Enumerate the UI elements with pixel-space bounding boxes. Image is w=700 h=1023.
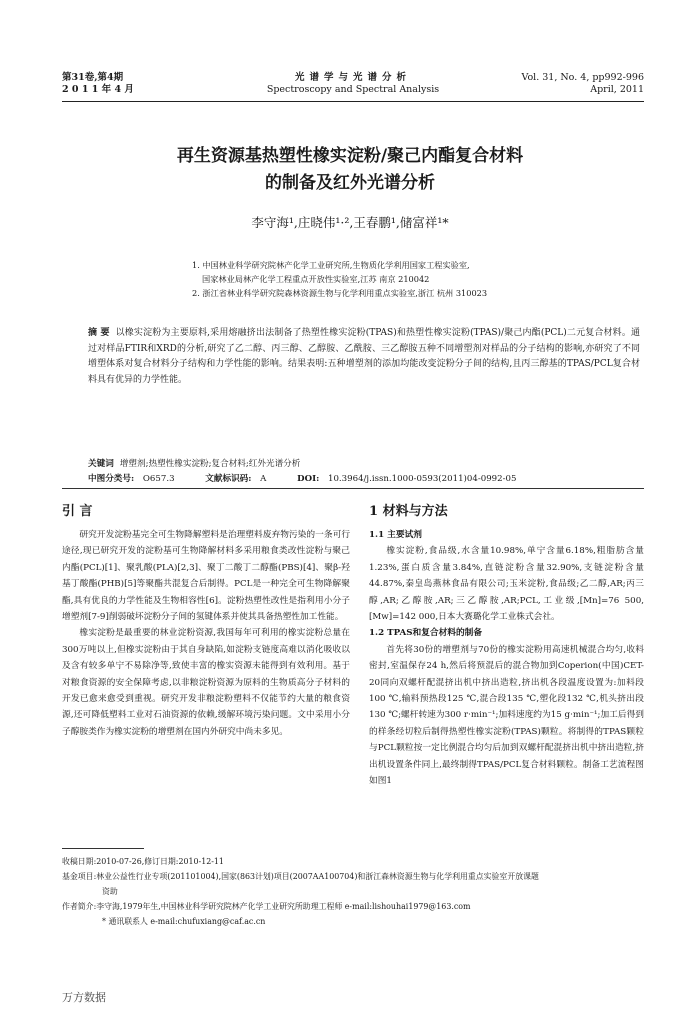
affiliations [192, 258, 640, 300]
affiliation-2: 2. 浙江省林业科学研究院森林资源生物与化学利用重点实验室,浙江 杭州 310023 [192, 288, 488, 298]
affiliation-1-cont: 国家林业局林产化学工程重点开放性实验室,江苏 南京 210042 [202, 274, 430, 284]
doi-value: 10.3964/j.issn.1000-0593(2011)04-0992-05 [328, 474, 517, 484]
journal-citation [521, 72, 644, 96]
affiliation-1: 1. 中国林业科学研究院林产化学工业研究所,生物质化学利用国家工程实验室, [192, 260, 470, 270]
footnote-separator [62, 848, 144, 849]
running-header [62, 72, 644, 102]
received-date: 收稿日期:2010-07-26,修订日期:2010-12-11 [62, 857, 224, 866]
keywords-line [88, 457, 640, 472]
keywords-block [88, 457, 640, 487]
abstract-divider [62, 488, 644, 489]
author-bio: 作者简介:李守海,1979年生,中国林业科学研究院林产化学工业研究所助理工程师 e-mail:lishouhai1979@163.com [62, 902, 471, 911]
keywords-label: 关键词 [88, 459, 114, 469]
publication-date: 2 0 1 1 年 4 月 [62, 84, 134, 95]
doc-code-label: 文献标识码: [205, 474, 252, 484]
corresponding-author: * 通讯联系人 e-mail:chufuxiang@caf.ac.cn [102, 917, 266, 926]
volume-issue: 第31卷,第4期 [62, 72, 124, 83]
methods-paragraph-2: 首先将30份的增塑剂与70份的橡实淀粉用高速机械混合均匀,收料密封,室温保存24 h,然后将预混后的混合物加到Coperion(中国)CET-20同向双螺杆配混挤出机中挤出造粒,挤出机各段温度设置为:加料段100 ℃,输料预热段125 ℃,混合段135 ℃,塑化段132 ℃,机头挤出段130 ℃;螺杆转速为300 r·min⁻¹;加料速度约为15 g·min⁻¹;加工后得到的样条经切粒后制得热塑性橡实淀粉(TPAS)颗粒。将制得的TPAS颗粒与PCL颗粒按一定比例混合均匀后加到双螺杆配混挤出机中挤出造粒,挤出机设置条件同上,最终制得TPAS/PCL复合材料颗粒。制备工艺流程图如图1 [369, 644, 644, 787]
clc-value: O657.3 [142, 474, 175, 484]
intro-paragraph-2: 橡实淀粉是最重要的林业淀粉资源,我国每年可利用的橡实淀粉总量在300万吨以上,但橡实淀粉由于其自身缺陷,如淀粉支链度高难以消化吸收以及含有较多单宁不易除净等,致使丰富的橡实资源未能得到有效利用。基于对粮食资源的安全保障考虑,以非粮淀粉资源为原料的生物质高分子材料的开发已愈来愈受到重视。研究开发非粮淀粉塑料不仅能节约大量的粮食资源,还可降低塑料工业对石油资源的依赖,缓解环境污染问题。文中采用小分子醇胺类作为橡实淀粉的增塑剂在国内外研究中尚未多见。 [62, 628, 350, 737]
keywords-text: 增塑剂;热塑性橡实淀粉;复合材料;红外光谱分析 [119, 459, 301, 469]
subsection-1-2-heading: 1.2 TPAS和复合材料的制备 [369, 628, 483, 639]
doi-label: DOI: [297, 474, 320, 484]
footnotes [62, 848, 644, 929]
doc-code-value: A [260, 474, 267, 484]
paper-title-line-2: 的制备及红外光谱分析 [265, 173, 435, 193]
intro-heading: 引 言 [62, 504, 93, 519]
abstract-text: 以橡实淀粉为主要原料,采用熔融挤出法制备了热塑性橡实淀粉(TPAS)和热塑性橡实淀粉(TPAS)/聚己内酯(PCL)二元复合材料。通过对样品FTIR和XRD的分析,研究了乙二醇、丙三醇、乙醇胺、乙酰胺、三乙醇胺五种不同增塑剂对样品的分子结构的影响,亦研究了不同增塑体系对复合材料分子结构和力学性能的影响。结果表明:五种增塑剂的添加均能改变淀粉分子间的结构,且丙三醇基的TPAS/PCL复合材料具有优异的力学性能。 [88, 328, 640, 385]
methods-column [369, 527, 644, 790]
watermark: 万方数据 [62, 991, 106, 1004]
abstract-label: 摘 要 [88, 328, 110, 338]
journal-name-cn: 光谱学与光谱分析 [294, 72, 411, 83]
paper-title [0, 143, 700, 197]
funding-info: 基金项目:林业公益性行业专项(201101004),国家(863计划)项目(2007AA100704)和浙江森林资源生物与化学利用重点实验室开放课题 [62, 872, 539, 881]
methods-heading: 1 材料与方法 [369, 504, 448, 519]
classification-line [88, 472, 640, 487]
funding-info-cont: 资助 [102, 887, 118, 896]
intro-paragraph-1: 研究开发淀粉基完全可生物降解塑料是治理塑料废弃物污染的一条可行途径,现已研究开发的淀粉基可生物降解材料多采用粮食类改性淀粉与聚己内酯(PCL)[1]、聚乳酸(PLA)[2,3]、聚丁二酸丁二醇酯(PBS)[4]、聚β-羟基丁酸酯(PHB)[5]等聚酯共混复合后制得。PCL是一种完全可生物降解聚酯,具有优良的力学性能及生物相容性[6]。淀粉热塑性改性是指利用小分子增塑剂[7-9]削弱破坏淀粉分子间的氢键体系并使其具备热塑性加工性能。 [62, 530, 350, 623]
paper-title-line-1: 再生资源基热塑性橡实淀粉/聚己内酯复合材料 [176, 146, 524, 166]
intro-column [62, 527, 350, 740]
clc-label: 中图分类号: [88, 474, 135, 484]
volume-pages: Vol. 31, No. 4, pp992-996 [521, 72, 644, 83]
issue-month: April, 2011 [590, 84, 644, 95]
subsection-1-1-heading: 1.1 主要试剂 [369, 530, 422, 540]
journal-name-en: Spectroscopy and Spectral Analysis [266, 84, 440, 95]
abstract [88, 326, 640, 388]
methods-paragraph-1: 橡实淀粉,食品级,水含量10.98%,单宁含量6.18%,粗脂肪含量1.23%,蛋白质含量3.84%,直链淀粉含量32.90%,支链淀粉含量44.87%,秦皇岛燕林食品有限公司;玉米淀粉,食品级;乙二醇,AR;丙三醇,AR;乙醇胺,AR;三乙醇胺,AR;PCL,工业级,[Mn]=76 500,[Mw]=142 000,日本大赛璐化学工业株式会社。 [369, 546, 644, 623]
author-list: 李守海¹,庄晓伟¹·²,王春鹏¹,储富祥¹* [251, 215, 449, 230]
